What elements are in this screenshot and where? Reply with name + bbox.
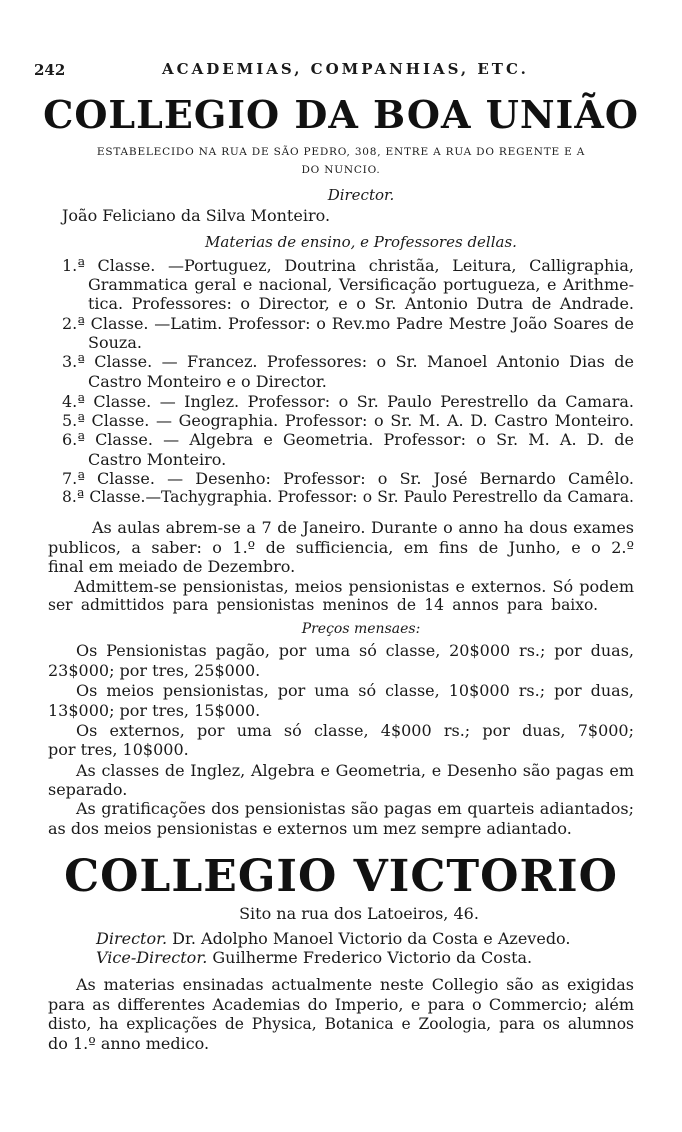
class-line: 1.ª Classe. —Portuguez, Doutrina christãa, Leitura, Calligraphia, <box>62 256 634 275</box>
director-name: Dr. Adolpho Manoel Victorio da Costa e Azevedo. <box>172 929 571 948</box>
section-title-boa-uniao: COLLEGIO DA BOA UNIÃO <box>43 92 639 137</box>
address-line-1: ESTABELECIDO NA RUA DE SÃO PEDRO, 308, ENTRE A RUA DO REGENTE E A <box>96 146 586 158</box>
class-line: 4.ª Classe. — Inglez. Professor: o Sr. Paulo Perestrello da Camara. <box>62 392 634 411</box>
paragraph-line: As classes de Inglez, Algebra e Geometria, e Desenho são pagas em <box>76 761 634 780</box>
paragraph-line: do 1.º anno medico. <box>48 1034 210 1053</box>
director-label: Director. <box>327 186 395 204</box>
vice-director-line <box>96 948 532 967</box>
paragraph-line: ser admittidos para pensionistas meninos de 14 annos para baixo. <box>48 596 598 614</box>
paragraph-line: publicos, a saber: o 1.º de sufficiencia, em fins de Junho, e o 2.º <box>48 538 634 557</box>
class-line: Grammatica geral e nacional, Versificação portugueza, e Arithme- <box>88 275 634 294</box>
address-line-2: DO NUNCIO. <box>301 164 381 176</box>
price-line: 23$000; por tres, 25$000. <box>48 661 261 680</box>
price-line: Os Pensionistas pagão, por uma só classe, 20$000 rs.; por duas, <box>76 641 634 660</box>
class-line: 3.ª Classe. — Francez. Professores: o Sr. Manoel Antonio Dias de <box>62 352 634 371</box>
address-line: Sito na rua dos Latoeiros, 46. <box>239 904 479 923</box>
class-line: Castro Monteiro e o Director. <box>88 372 327 391</box>
price-line: Os externos, por uma só classe, 4$000 rs.; por duas, 7$000; <box>76 721 634 740</box>
paragraph-line: Admittem-se pensionistas, meios pensionistas e externos. Só podem <box>74 577 634 596</box>
price-line: por tres, 10$000. <box>48 740 189 759</box>
subjects-heading: Materias de ensino, e Professores dellas. <box>205 233 517 251</box>
class-line: 6.ª Classe. — Algebra e Geometria. Professor: o Sr. M. A. D. de <box>62 430 634 449</box>
section-title-victorio: COLLEGIO VICTORIO <box>64 851 618 902</box>
director-label: Director. <box>96 929 168 948</box>
director-name: João Feliciano da Silva Monteiro. <box>62 206 331 225</box>
class-line: Castro Monteiro. <box>88 450 227 469</box>
paragraph-line: para as differentes Academias do Imperio, e para o Commercio; além <box>48 995 634 1014</box>
paragraph-line: as dos meios pensionistas e externos um mez sempre adiantado. <box>48 819 572 838</box>
class-line: Souza. <box>88 333 142 352</box>
price-line: Os meios pensionistas, por uma só classe, 10$000 rs.; por duas, <box>76 681 634 700</box>
paragraph-line: As gratificações dos pensionistas são pagas em quarteis adiantados; <box>76 799 634 818</box>
paragraph-line: final em meiado de Dezembro. <box>48 557 296 576</box>
class-line: tica. Professores: o Director, e o Sr. Antonio Dutra de Andrade. <box>88 294 634 313</box>
vice-director-name: Guilherme Frederico Victorio da Costa. <box>212 948 533 967</box>
running-header: ACADEMIAS, COMPANHIAS, ETC. <box>162 60 529 78</box>
paragraph-line: disto, ha explicações de Physica, Botanica e Zoologia, para os alumnos <box>48 1015 634 1033</box>
price-line: 13$000; por tres, 15$000. <box>48 701 261 720</box>
paragraph-line: As materias ensinadas actualmente neste Collegio são as exigidas <box>76 975 634 994</box>
class-line: 8.ª Classe.—Tachygraphia. Professor: o Sr. Paulo Perestrello da Camara. <box>62 488 634 506</box>
class-line: 5.ª Classe. — Geographia. Professor: o Sr. M. A. D. Castro Monteiro. <box>62 411 634 430</box>
prices-heading: Preços mensaes: <box>301 621 421 637</box>
paragraph-line: As aulas abrem-se a 7 de Janeiro. Durante o anno ha dous exames <box>92 518 634 537</box>
director-line <box>96 929 571 948</box>
class-line: 2.ª Classe. —Latim. Professor: o Rev.mo Padre Mestre João Soares de <box>62 314 634 333</box>
vice-director-label: Vice-Director. <box>96 948 208 967</box>
page-number: 242 <box>34 61 66 79</box>
class-line: 7.ª Classe. — Desenho: Professor: o Sr. José Bernardo Camêlo. <box>62 469 634 488</box>
paragraph-line: separado. <box>48 780 128 799</box>
